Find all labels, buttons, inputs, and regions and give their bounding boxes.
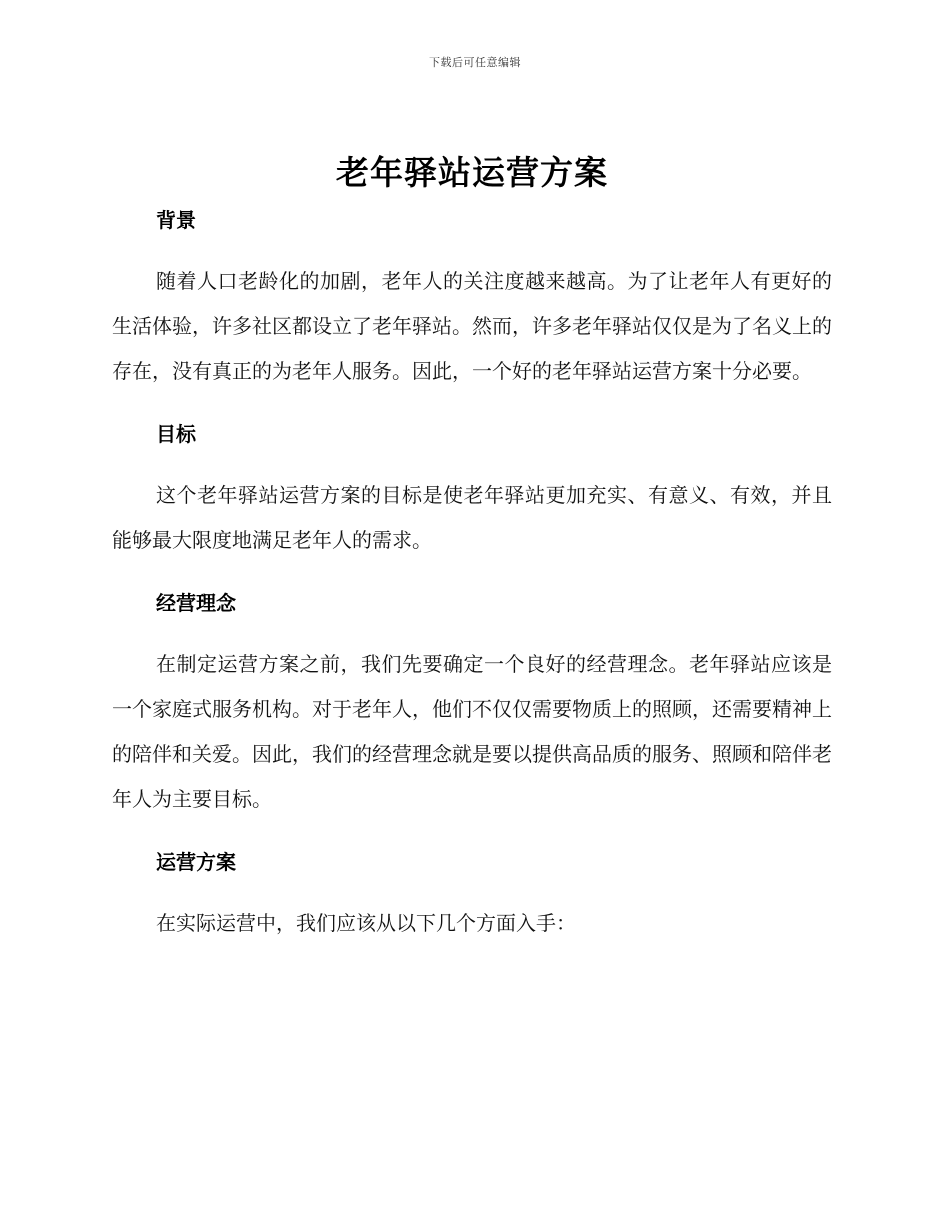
document-body <box>112 150 832 946</box>
section-paragraph-philosophy: 在制定运营方案之前，我们先要确定一个良好的经营理念。老年驿站应该是一个家庭式服务机构。对于老年人，他们不仅仅需要物质上的照顾，还需要精神上的陪伴和关爱。因此，我们的经营理念就是要以提供高品质的服务、照顾和陪伴老年人为主要目标。 <box>112 652 832 811</box>
section-paragraph-goal: 这个老年驿站运营方案的目标是使老年驿站更加充实、有意义、有效，并且能够最大限度地满足老年人的需求。 <box>112 483 832 552</box>
section-heading-philosophy: 经营理念 <box>156 591 236 615</box>
section-heading-background: 背景 <box>156 208 196 232</box>
header-note: 下载后可任意编辑 <box>429 56 521 69</box>
document-title: 老年驿站运营方案 <box>336 153 608 192</box>
section-paragraph-operation-plan: 在实际运营中，我们应该从以下几个方面入手： <box>156 911 576 935</box>
section-paragraph-background: 随着人口老龄化的加剧，老年人的关注度越来越高。为了让老年人有更好的生活体验，许多社区都设立了老年驿站。然而，许多老年驿站仅仅是为了名义上的存在，没有真正的为老年人服务。因此，一个好的老年驿站运营方案十分必要。 <box>112 269 832 383</box>
section-heading-goal: 目标 <box>156 422 196 446</box>
section-heading-operation-plan: 运营方案 <box>156 850 236 874</box>
